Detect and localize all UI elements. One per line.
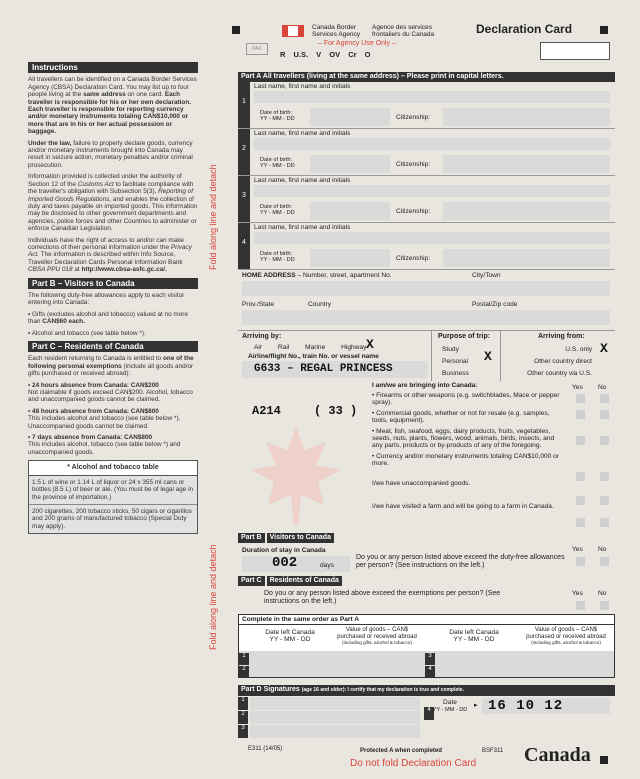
code: Cr bbox=[348, 50, 357, 59]
complete-note: Complete in the same order as Part A bbox=[239, 615, 614, 625]
part-b-intro: The following duty-free allowances apply to each visitor entering into Canada: bbox=[28, 291, 185, 307]
instructions-paragraph-3 bbox=[28, 173, 198, 232]
table-row: 200 cigarettes, 200 tobacco sticks, 50 cigars or cigarillos and 200 grams of manufactured tobacco (Special Duty may apply). bbox=[29, 505, 197, 533]
text: Part D bbox=[241, 686, 262, 693]
dob-field[interactable] bbox=[310, 155, 390, 173]
alcohol-tobacco-table bbox=[28, 460, 198, 534]
col-value bbox=[331, 627, 423, 647]
table-row: 1.5 L of wine or 1.14 L of liquor or 24 x 355 ml cans or bottles (8.5 L) of beer or ale. (You must be of legal age in the province of importation.) bbox=[29, 476, 197, 505]
text: on one card. bbox=[127, 91, 164, 99]
option-us-only[interactable]: U.S. only bbox=[565, 346, 592, 353]
text: Gifts (excludes alcohol and tobacco) valued at no more than bbox=[28, 310, 188, 326]
option-business[interactable]: Business bbox=[442, 370, 469, 377]
checkbox-yes[interactable] bbox=[576, 436, 585, 445]
text: YY - MM - DD bbox=[453, 636, 495, 643]
maple-leaf-watermark-icon bbox=[246, 420, 346, 530]
vessel-field[interactable]: G633 – REGAL PRINCESS bbox=[242, 361, 428, 378]
checkbox-no[interactable] bbox=[600, 518, 609, 527]
declaration-form bbox=[238, 18, 615, 768]
protected-label: Protected A when completed bbox=[360, 748, 442, 754]
province-label: Prov./State bbox=[242, 301, 275, 308]
corner-mark bbox=[232, 26, 240, 34]
divider bbox=[431, 331, 432, 381]
text: Canada Border bbox=[312, 24, 357, 31]
fold-line-text-lower: Fold along line and detach bbox=[208, 544, 218, 650]
text: to facilitate compliance with the traveller's obligation with Subsection 5(3), bbox=[28, 180, 194, 196]
text: YY - MM - DD bbox=[260, 210, 295, 217]
text: YY - MM - DD bbox=[269, 636, 311, 643]
dob-label bbox=[260, 251, 295, 264]
citizenship-label: Citizenship: bbox=[396, 208, 431, 215]
form-number: E311 (14/05) bbox=[248, 746, 283, 752]
part-d-section bbox=[238, 685, 615, 741]
checkbox-yes[interactable] bbox=[576, 518, 585, 527]
traveller-1 bbox=[238, 82, 615, 129]
citizenship-field[interactable] bbox=[443, 202, 610, 220]
text: Information provided is collected under the authority of Section 12 of the bbox=[28, 173, 182, 188]
arrival-section bbox=[238, 330, 615, 380]
instructions-paragraph-2 bbox=[28, 140, 198, 170]
traveller-4 bbox=[238, 223, 615, 270]
date-label bbox=[430, 699, 470, 713]
days-label: days bbox=[320, 562, 334, 569]
list-item bbox=[372, 480, 560, 487]
text: Signatures bbox=[263, 686, 300, 693]
text: Currency and/or monetary instruments totaling CAN$10,000 or more. bbox=[372, 452, 560, 468]
home-address-section bbox=[238, 270, 615, 330]
text: at bbox=[74, 266, 80, 274]
option-highway[interactable]: Highway bbox=[341, 344, 367, 351]
text: failure to properly declare goods, currency and/or monetary instruments brought into Canada may result in seizure action, monetary penalties and/or criminal prosecution. bbox=[28, 139, 193, 169]
text: Visitors to Canada bbox=[267, 533, 334, 543]
checkbox-no[interactable] bbox=[600, 394, 609, 403]
text: Value of goods – CAN$ bbox=[534, 627, 598, 633]
checkbox-yes[interactable] bbox=[576, 557, 585, 566]
name-label: Last name, first name and initials bbox=[254, 83, 351, 90]
signature-field[interactable] bbox=[250, 725, 420, 738]
row-number: 3 bbox=[425, 653, 435, 665]
text: (age 16 and older): I certify that my declaration is true and complete. bbox=[301, 687, 464, 693]
row-number: 3 bbox=[238, 725, 248, 738]
exemption-48h: ▪ 48 hours absence from Canada: CAN$800 This includes alcohol and tobacco (see table below *). Unaccompanied goods cannot be claimed. bbox=[28, 407, 181, 430]
text: Services Agency bbox=[312, 31, 361, 38]
exemption-7d: ▪ 7 days absence from Canada: CAN$800 This includes alcohol, tobacco (see table below *) and unaccompanied goods. bbox=[28, 434, 181, 456]
instructions-paragraph-4 bbox=[28, 237, 198, 274]
row-number: 1 bbox=[239, 653, 249, 665]
checkbox-yes[interactable] bbox=[576, 472, 585, 481]
text: Date left Canada bbox=[449, 629, 499, 636]
pax-box: PAX bbox=[246, 43, 268, 55]
part-c-bar bbox=[238, 576, 615, 586]
citizenship-label: Citizenship: bbox=[396, 161, 431, 168]
citizenship-field[interactable] bbox=[443, 155, 610, 173]
agency-name-en bbox=[312, 24, 360, 38]
checkbox-yes[interactable] bbox=[576, 601, 585, 610]
code: O bbox=[364, 50, 371, 59]
text: (including gifts, alcohol & tobacco) bbox=[342, 640, 412, 646]
part-d-bar bbox=[238, 685, 615, 696]
text: same address bbox=[83, 91, 126, 99]
province-country-postal-field[interactable] bbox=[242, 310, 610, 325]
instructions-column bbox=[28, 58, 198, 748]
text: purchased or received abroad bbox=[337, 633, 417, 640]
text: YY - MM - DD bbox=[432, 707, 468, 713]
checkbox-no[interactable] bbox=[600, 496, 609, 505]
option-rail[interactable]: Rail bbox=[277, 344, 290, 351]
name-field[interactable] bbox=[254, 138, 610, 150]
citizenship-label: Citizenship: bbox=[396, 114, 431, 121]
part-c-question: Do you or any person listed above exceed the exemptions per person? (See instructions on the left.) bbox=[264, 590, 501, 605]
part-b-question: Do you or any person listed above exceed the duty-free allowances per person? (See instructions on the left.) bbox=[356, 554, 565, 569]
text: Date left Canada bbox=[265, 629, 315, 636]
checkbox-no[interactable] bbox=[600, 436, 609, 445]
text: Not claimable if goods exceed CAN$200. Alcohol, tobacco and unaccompanied goods cannot be claimed. bbox=[28, 389, 193, 404]
text: YY - MM - DD bbox=[260, 257, 295, 264]
text: Date of birth: bbox=[260, 157, 293, 163]
no-label: No bbox=[598, 384, 607, 391]
text: This includes alcohol, tobacco (see table below *) and unaccompanied goods. bbox=[28, 441, 181, 456]
duration-label: Duration of stay in Canada bbox=[242, 547, 326, 554]
text: – Number, street, apartment No. bbox=[295, 272, 392, 279]
corner-mark bbox=[600, 756, 608, 764]
duration-value: 002 bbox=[272, 555, 298, 571]
text: Privacy Act. bbox=[28, 243, 192, 259]
dob-field[interactable] bbox=[310, 202, 390, 220]
text: Each traveller is responsible for his or her own declaration. Each traveller is responsible for reporting currency and/or monetary instruments totaling CAN$10,000 or more that are in his or her actual possession or baggage. bbox=[28, 91, 192, 136]
text: Reporting of Imported Goods Regulations, bbox=[28, 188, 193, 203]
row-number: 4 bbox=[424, 707, 434, 720]
text: Value of goods – CAN$ bbox=[345, 627, 409, 633]
list-item bbox=[372, 503, 560, 510]
instructions-heading: Instructions bbox=[28, 62, 198, 73]
traveller-2 bbox=[238, 129, 615, 176]
text: Agence des services bbox=[372, 24, 432, 31]
text: Commercial goods, whether or not for resale (e.g. samples, tools, equipment). bbox=[372, 409, 550, 425]
corner-mark bbox=[600, 26, 608, 34]
name-label: Last name, first name and initials bbox=[254, 224, 351, 231]
cbsa-link: http://www.cbsa-asfc.gc.ca/. bbox=[81, 266, 167, 274]
canada-flag-icon bbox=[282, 25, 304, 37]
traveller-number: 3 bbox=[238, 176, 250, 222]
exemption-24h: ▪ 24 hours absence from Canada: CAN$200 Not claimable if goods exceed CAN$200. Alcohol, tobacco and unaccompanied goods cannot be claimed. bbox=[28, 381, 193, 404]
vessel-label: Airline/flight No., train No. or vessel name bbox=[248, 353, 379, 360]
row-number: 1 bbox=[238, 697, 248, 710]
citizenship-label: Citizenship: bbox=[396, 255, 431, 262]
instructions-paragraph-1 bbox=[28, 76, 198, 135]
text: (including gifts, alcohol & tobacco) bbox=[531, 640, 601, 646]
arriving-from-options bbox=[508, 344, 592, 380]
agency-use-label: – For Agency Use Only – bbox=[318, 40, 396, 47]
code: OV bbox=[329, 50, 341, 59]
purpose-label: Purpose of trip: bbox=[438, 333, 491, 340]
checkbox-yes[interactable] bbox=[576, 410, 585, 419]
no-label: No bbox=[598, 590, 607, 597]
text: Alcohol and tobacco (see table below *). bbox=[31, 329, 146, 337]
text: CAN$60 each. bbox=[42, 318, 85, 326]
address-field[interactable] bbox=[242, 281, 610, 296]
arriving-mark: X bbox=[366, 337, 374, 352]
name-field[interactable] bbox=[254, 185, 610, 197]
city-label: City/Town bbox=[472, 272, 501, 279]
part-c-heading: Part C – Residents of Canada bbox=[28, 341, 198, 352]
handwritten-count: ( 33 ) bbox=[314, 404, 358, 418]
code: U.S. V bbox=[293, 50, 322, 59]
part-a-bar: Part A All travellers (living at the same address) – Please print in capital letters. bbox=[238, 72, 615, 82]
text: Each resident returning to Canada is entitled to bbox=[28, 355, 162, 363]
text: Date of birth: bbox=[260, 251, 293, 257]
col-date-left bbox=[253, 629, 327, 643]
arriving-from-mark: X bbox=[600, 341, 608, 356]
part-b-section bbox=[238, 533, 615, 577]
checkbox-no[interactable] bbox=[600, 557, 609, 566]
text: Part B bbox=[238, 533, 265, 543]
name-label: Last name, first name and initials bbox=[254, 177, 351, 184]
agency-code-box[interactable] bbox=[540, 42, 610, 60]
fold-line-text-upper: Fold along line and detach bbox=[208, 164, 218, 270]
text: HOME ADDRESS bbox=[242, 272, 296, 279]
arriving-by-label: Arriving by: bbox=[242, 333, 282, 340]
text: (include all goods and/or gifts purchased or received abroad): bbox=[28, 362, 194, 378]
text: I/we have visited a farm and will be going to a farm in Canada. bbox=[372, 503, 554, 511]
part-c-intro bbox=[28, 355, 198, 377]
dob-field[interactable] bbox=[310, 249, 390, 267]
citizenship-field[interactable] bbox=[443, 108, 610, 126]
row-number: 4 bbox=[425, 666, 435, 678]
text: 24 hours absence from Canada: CAN$200 bbox=[32, 381, 159, 389]
row-number: 2 bbox=[239, 666, 249, 678]
text: frontaliers du Canada bbox=[372, 31, 435, 38]
arriving-from-label: Arriving from: bbox=[538, 333, 585, 340]
text: one of the following personal exemptions bbox=[28, 355, 194, 370]
divider bbox=[500, 331, 501, 381]
purpose-options bbox=[442, 344, 469, 380]
text: 7 days absence from Canada: CAN$800 bbox=[32, 434, 153, 442]
table-header-row bbox=[239, 625, 614, 651]
option-marine[interactable]: Marine bbox=[305, 344, 326, 351]
name-field[interactable] bbox=[254, 91, 610, 103]
list-item: • Currency and/or monetary instruments totaling CAN$10,000 or more. bbox=[372, 452, 560, 468]
list-item: • Firearms or other weapons (e.g. switchblades, Mace or pepper spray). bbox=[372, 392, 560, 407]
signature-field[interactable] bbox=[250, 697, 420, 710]
dob-field[interactable] bbox=[310, 108, 390, 126]
text: CBSA PPU 018 bbox=[28, 266, 73, 274]
form-header bbox=[238, 18, 615, 60]
row-number: 2 bbox=[238, 711, 248, 724]
agency-codes bbox=[280, 50, 371, 59]
part-b-item-gifts: ▪ Gifts (excludes alcohol and tobacco) valued at no more than CAN$60 each. bbox=[28, 310, 188, 326]
text: Customs Act bbox=[77, 180, 114, 188]
name-field[interactable] bbox=[254, 232, 610, 244]
date-arrow-icon: ▸ bbox=[474, 702, 478, 709]
checkbox-yes[interactable] bbox=[576, 496, 585, 505]
option-study[interactable]: Study bbox=[442, 346, 459, 353]
arriving-options bbox=[254, 344, 366, 351]
name-label: Last name, first name and initials bbox=[254, 130, 351, 137]
code: R bbox=[280, 50, 286, 59]
checkbox-no[interactable] bbox=[600, 410, 609, 419]
text: Residents of Canada bbox=[267, 576, 342, 586]
text: Meat, fish, seafood, eggs, dairy products, fruits, vegetables, seeds, nuts, plants, flowers, wood, animals, birds, insects, and any parts, products or by-products of any of the foregoing. bbox=[372, 427, 555, 450]
text: purchased or received abroad bbox=[526, 633, 606, 640]
option-personal[interactable]: Personal bbox=[442, 358, 469, 365]
country-label: Country bbox=[308, 301, 332, 308]
text: The information is described within Info Source, Traveller Declaration Cards Personal Information Bank bbox=[28, 251, 183, 266]
text: YY - MM - DD bbox=[260, 163, 295, 170]
text: Date of birth: bbox=[260, 110, 293, 116]
purpose-mark: X bbox=[484, 349, 492, 364]
bringing-label: I am/we are bringing into Canada: bbox=[372, 382, 478, 389]
text: Individuals have the right of access to and/or can make corrections of their personal information under the bbox=[28, 236, 184, 251]
traveller-number: 2 bbox=[238, 129, 250, 175]
yes-label: Yes bbox=[572, 384, 583, 391]
signature-field[interactable] bbox=[250, 711, 420, 724]
handwritten-code: A214 bbox=[252, 404, 281, 418]
canada-wordmark: Canada bbox=[524, 744, 591, 766]
form-title: Declaration Card bbox=[476, 22, 573, 36]
table-title: * Alcohol and tobacco table bbox=[29, 461, 197, 475]
dob-label bbox=[260, 204, 295, 217]
text: Alcohol and tobacco table bbox=[71, 464, 159, 472]
no-label: No bbox=[598, 546, 607, 553]
option-air[interactable]: Air bbox=[254, 344, 263, 351]
goods-declaration-section bbox=[238, 380, 615, 540]
text: Firearms or other weapons (e.g. switchblades, Mace or pepper spray). bbox=[372, 392, 560, 407]
home-address-label bbox=[242, 272, 392, 279]
yes-label: Yes bbox=[572, 546, 583, 553]
text: 48 hours absence from Canada: CAN$800 bbox=[32, 407, 159, 415]
checkbox-no[interactable] bbox=[600, 601, 609, 610]
part-c-table bbox=[238, 614, 615, 678]
part-b-bar bbox=[238, 533, 615, 543]
text: Date of birth: bbox=[260, 204, 293, 210]
text: I/we have unaccompanied goods. bbox=[372, 479, 471, 487]
checkbox-no[interactable] bbox=[600, 472, 609, 481]
text: Under the law, bbox=[28, 139, 72, 147]
list-item: • Meat, fish, seafood, eggs, dairy products, fruits, vegetables, seeds, nuts, plants, flowers, wood, animals, birds, insects, and any parts, products or by-products of any of the foregoing. bbox=[372, 427, 555, 450]
bsf-number: BSF311 bbox=[482, 748, 504, 754]
traveller-3 bbox=[238, 176, 615, 223]
text: and enables the collection of duty and taxes payable on imported goods. This information may be disclosed to other government departments and agencies, police forces and other Countries to administer or enforce Canadian Legislation. bbox=[28, 195, 198, 233]
date-field[interactable]: 16 10 12 bbox=[482, 698, 610, 714]
postal-label: Postal/Zip code bbox=[472, 301, 518, 308]
option-other-via-us[interactable]: Other country via U.S. bbox=[527, 370, 592, 377]
list-item: • Commercial goods, whether or not for resale (e.g. samples, tools, equipment). bbox=[372, 409, 550, 425]
text: All travellers can be identified on a Canada Border Services Agency (CBSA) Declaration Card. You may list up to four people living at the bbox=[28, 76, 197, 99]
option-other-direct[interactable]: Other country direct bbox=[534, 358, 592, 365]
text: Date bbox=[443, 699, 457, 706]
part-c-section bbox=[238, 576, 615, 676]
traveller-number: 1 bbox=[238, 82, 250, 128]
col-date-left-2 bbox=[437, 629, 511, 643]
do-not-fold-label: Do not fold Declaration Card bbox=[350, 758, 477, 769]
text: YY - MM - DD bbox=[260, 116, 295, 123]
traveller-number: 4 bbox=[238, 223, 250, 269]
dob-label bbox=[260, 157, 295, 170]
citizenship-field[interactable] bbox=[443, 249, 610, 267]
checkbox-yes[interactable] bbox=[576, 394, 585, 403]
yes-label: Yes bbox=[572, 590, 583, 597]
dob-label bbox=[260, 110, 295, 123]
bring-items-list bbox=[372, 392, 560, 510]
col-value-2 bbox=[519, 627, 613, 647]
part-b-item-alcohol: ▪ Alcohol and tobacco (see table below *). bbox=[28, 329, 146, 337]
agency-name-fr bbox=[372, 24, 434, 38]
text: This includes alcohol and tobacco (see table below *). Unaccompanied goods cannot be claimed. bbox=[28, 415, 181, 430]
text: Part C bbox=[238, 576, 265, 586]
part-b-heading: Part B – Visitors to Canada bbox=[28, 278, 198, 289]
